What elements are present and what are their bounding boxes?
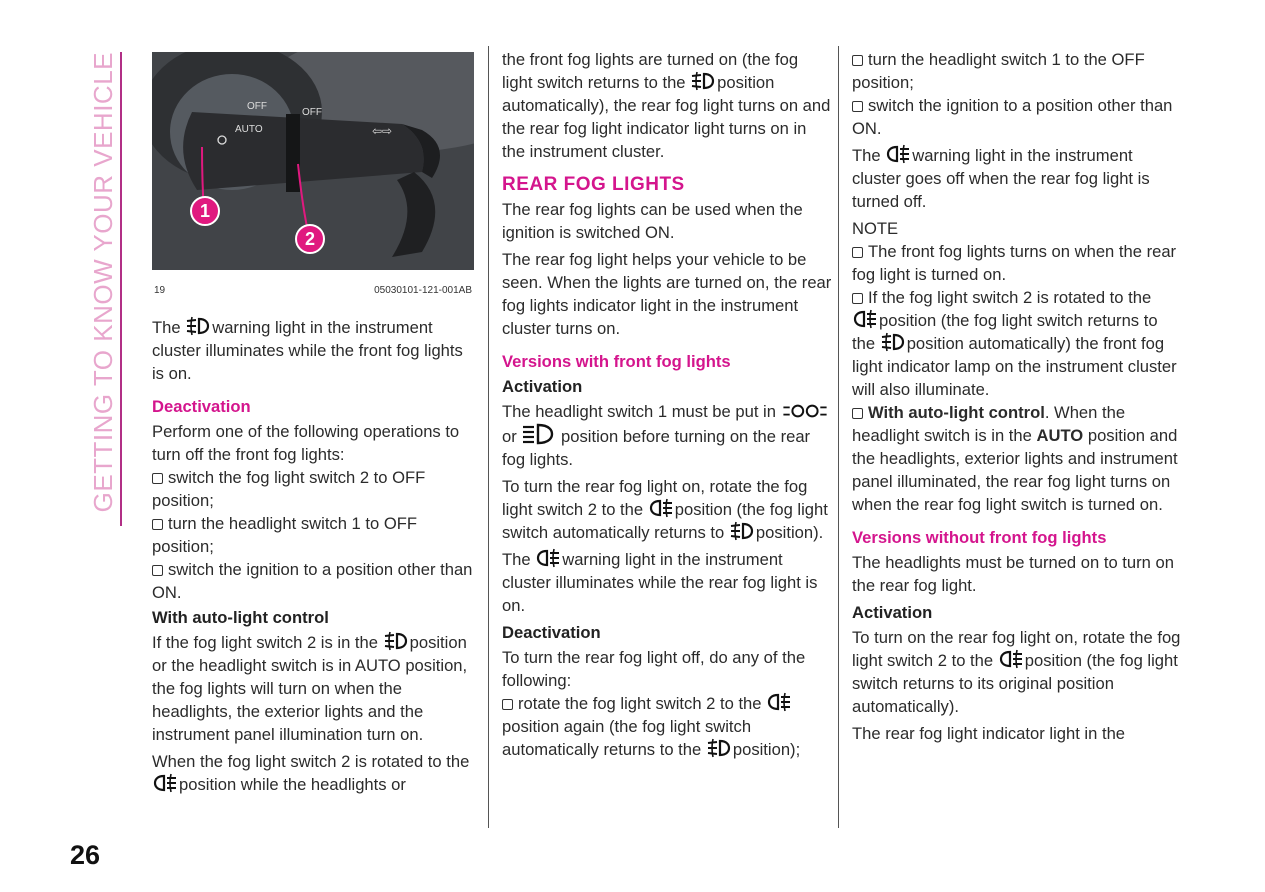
- rear-fog-light-icon: [999, 649, 1023, 669]
- text: The: [152, 318, 181, 337]
- text: rotate the fog light switch 2 to the: [518, 694, 762, 713]
- text: position and the headlights, exterior lights and instrument panel illuminated, the rear fog light turns on when the rear fog light switch is turned on.: [852, 426, 1178, 514]
- front-fog-light-icon: [730, 521, 754, 541]
- text: The front fog lights turns on when the rear fog light is turned on.: [852, 242, 1177, 284]
- text: the front fog lights are turned on (the fog light switch returns to the: [502, 50, 799, 92]
- list-item: [852, 286, 1182, 401]
- paragraph: The rear fog light indicator light in the: [852, 724, 1126, 743]
- text: The headlight switch 1 must be put in: [502, 402, 776, 421]
- front-fog-light-icon: [384, 631, 408, 651]
- activation-heading: Activation: [502, 377, 583, 396]
- front-fog-light-icon: [691, 71, 715, 91]
- column-1: [152, 52, 474, 800]
- sidebar-title: GETTING TO KNOW YOUR VEHICLE: [88, 52, 118, 513]
- paragraph: [152, 631, 474, 746]
- text: With auto-light control: [868, 403, 1045, 422]
- column-divider-1: [488, 46, 489, 828]
- column-2: [502, 48, 832, 761]
- list-item: [152, 512, 474, 558]
- text: position);: [732, 740, 801, 759]
- text: position or the headlight switch is in AUTO position, the fog lights will turn on when the headlights, the exterior lights and the instrument panel illumination turn on.: [152, 633, 468, 744]
- text: The: [502, 550, 531, 569]
- paragraph: [852, 626, 1182, 718]
- callout-badge-2: 2: [295, 224, 325, 254]
- column-divider-2: [838, 46, 839, 828]
- text: The: [852, 146, 881, 165]
- rear-fog-light-icon: [153, 773, 177, 793]
- callout-badge-1: 1: [190, 196, 220, 226]
- paragraph: The rear fog lights can be used when the ignition is switched ON.: [502, 200, 803, 242]
- rear-fog-light-icon: [649, 498, 673, 518]
- front-fog-light-icon: [186, 316, 210, 336]
- text: If the fog light switch 2 is in the: [152, 633, 378, 652]
- sidebar: [84, 52, 122, 526]
- versions-without-heading: Versions without front fog lights: [852, 528, 1107, 547]
- text: position before turning on the rear fog lights.: [502, 427, 811, 469]
- rear-fog-light-icon: [536, 548, 560, 568]
- text: switch the ignition to a position other than ON.: [852, 96, 1173, 138]
- text: turn the headlight switch 1 to the OFF position;: [852, 50, 1145, 92]
- side-lights-icon: [782, 402, 828, 420]
- paragraph: The rear fog light helps your vehicle to be seen. When the lights are turned on, the rear fog lights indicator light in the instrument cluster turns on.: [502, 250, 832, 338]
- text: turn the headlight switch 1 to OFF position;: [152, 514, 418, 556]
- text: position (the fog light switch automatically returns to: [502, 500, 828, 542]
- paragraph: To turn the rear fog light off, do any of the following:: [502, 648, 806, 690]
- text: switch the ignition to a position other than ON.: [152, 560, 473, 602]
- list-item: [852, 94, 1182, 140]
- deactivation-heading: Deactivation: [502, 623, 601, 642]
- text: or: [502, 427, 517, 446]
- figure-number: 19: [154, 285, 166, 296]
- text: warning light in the instrument cluster illuminates while the rear fog light is on.: [502, 550, 818, 615]
- note-label: NOTE: [852, 219, 899, 238]
- front-fog-light-icon: [707, 738, 731, 758]
- list-item: [502, 692, 832, 761]
- figure-label-auto: AUTO: [235, 124, 263, 135]
- figure-label-off-1: OFF: [247, 101, 267, 112]
- list-item: [152, 558, 474, 604]
- list-item: [852, 48, 1182, 94]
- figure-code: 05030101-121-001AB: [374, 285, 472, 296]
- paragraph: [502, 475, 832, 544]
- auto-light-heading: With auto-light control: [152, 608, 329, 627]
- sidebar-rule: [120, 52, 122, 526]
- text: If the fog light switch 2 is rotated to the: [868, 288, 1152, 307]
- list-item: [152, 466, 474, 512]
- paragraph: [852, 144, 1182, 213]
- paragraph: Perform one of the following operations to turn off the front fog lights:: [152, 422, 460, 464]
- text: warning light in the instrument cluster illuminates while the front fog lights is on.: [152, 318, 463, 383]
- paragraph: The headlights must be turned on to turn on the rear fog light.: [852, 553, 1174, 595]
- column-3: [852, 48, 1182, 749]
- text: When the fog light switch 2 is rotated to the: [152, 752, 470, 771]
- text: position (the fog light switch returns to the: [852, 311, 1158, 353]
- list-item: [852, 240, 1182, 286]
- paragraph: [502, 400, 832, 471]
- text: AUTO: [1036, 426, 1084, 445]
- paragraph: [152, 750, 474, 796]
- list-item: [852, 401, 1182, 516]
- text: warning light in the instrument cluster goes off when the rear fog light is turned off.: [852, 146, 1150, 211]
- text: To turn on the rear fog light on, rotate the fog light switch 2 to the: [852, 628, 1181, 670]
- rear-fog-light-icon: [886, 144, 910, 164]
- text: position again (the fog light switch automatically returns to the: [502, 717, 752, 759]
- rear-fog-light-icon: [767, 692, 791, 712]
- page-number: 26: [70, 840, 101, 870]
- rear-fog-light-icon: [853, 309, 877, 329]
- text: position (the fog light switch returns to its original position automatically).: [852, 651, 1178, 716]
- deactivation-heading: Deactivation: [152, 397, 251, 416]
- text: position automatically), the rear fog light turns on and the rear fog light indicator light turns on in the instrument cluster.: [502, 73, 831, 161]
- rear-fog-lights-title: REAR FOG LIGHTS: [502, 174, 685, 195]
- text: . When the headlight switch is in the: [852, 403, 1126, 445]
- figure-caption: [152, 270, 474, 296]
- paragraph: [502, 48, 832, 163]
- paragraph: [502, 548, 832, 617]
- turn-signal-icon: ⇦⇨: [372, 124, 393, 138]
- text: position while the headlights or: [179, 775, 406, 794]
- text: position automatically) the front fog light indicator lamp on the instrument cluster will also illuminate.: [852, 334, 1177, 399]
- text: To turn the rear fog light on, rotate the fog light switch 2 to the: [502, 477, 808, 519]
- paragraph: [152, 316, 474, 385]
- text: switch the fog light switch 2 to OFF position;: [152, 468, 426, 510]
- text: position).: [755, 523, 824, 542]
- figure-label-off-2: OFF: [302, 107, 322, 118]
- front-fog-light-icon: [881, 332, 905, 352]
- activation-heading: Activation: [852, 603, 933, 622]
- low-beam-icon: [522, 423, 554, 445]
- versions-with-heading: Versions with front fog lights: [502, 352, 731, 371]
- figure-image: [152, 52, 474, 270]
